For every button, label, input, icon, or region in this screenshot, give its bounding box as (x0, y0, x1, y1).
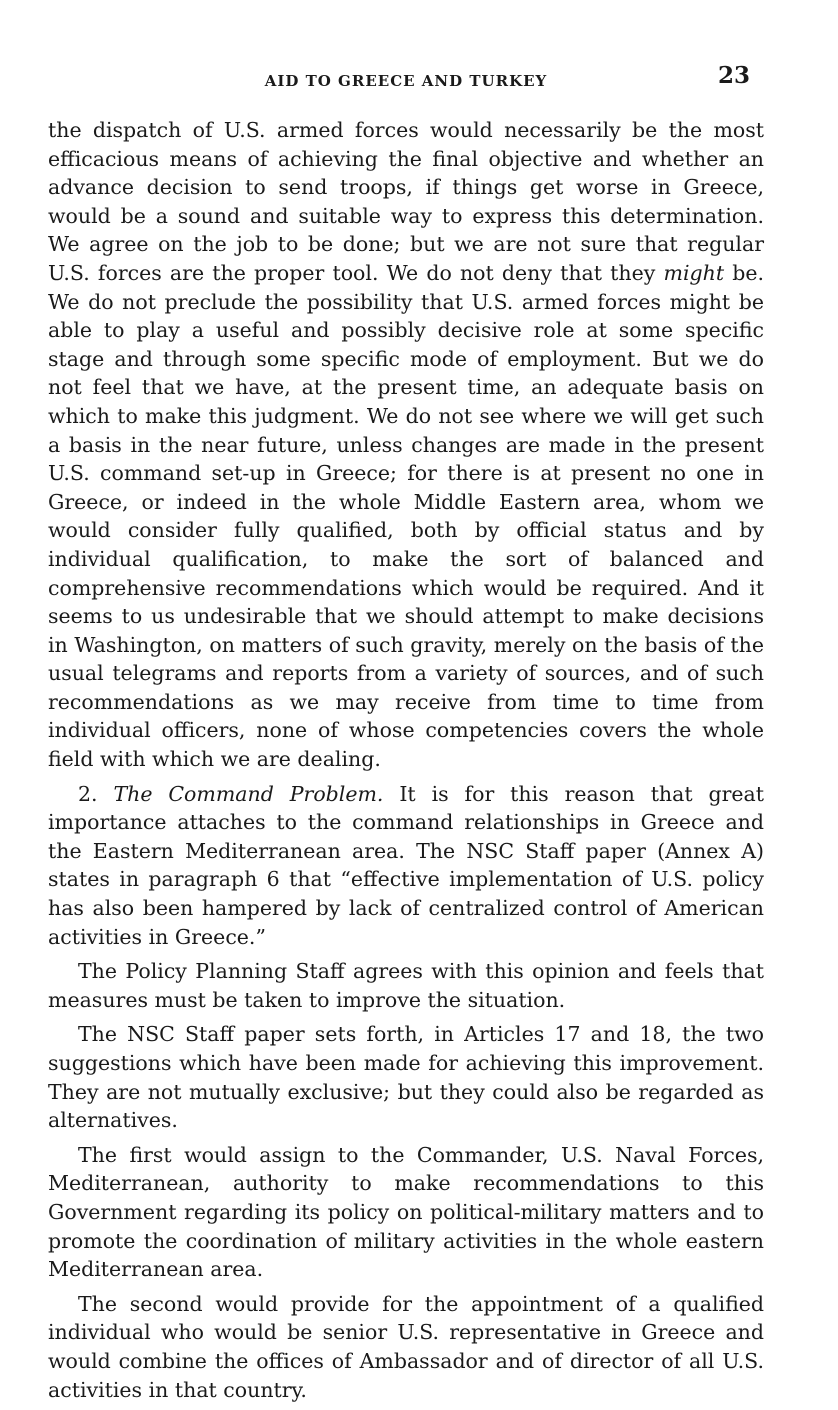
page-number: 23 (717, 62, 750, 89)
running-head (48, 58, 764, 98)
section-heading-command-problem: The Command Problem. (113, 781, 384, 806)
paragraph-1-emphasis: might (663, 260, 725, 285)
paragraph-5: The first would assign to the Commander, U.S. Naval Forces, Mediterranean, authority to make recommendations to this Government regarding its policy on political-military matters and to promote the coordination of military activities in the whole eastern Mediterranean area. (48, 1142, 764, 1282)
running-title: AID TO GREECE AND TURKEY (264, 72, 548, 90)
paragraph-2 (48, 780, 764, 952)
paragraph-1-text-b: be. We do not preclude the possibility that U.S. armed forces might be able to play a useful and possibly decisive role at some specific stage and through some specific mode of employment. But we do not feel that we have, at the present time, an adequate basis on which to make this judgment. We do not see where we will get such a basis in the near future, unless changes are made in the present U.S. command set-up in Greece; for there is at present no one in Greece, or indeed in the whole Middle Eastern area, whom we would consider fully qualified, both by official status and by individual qualification, to make the sort of balanced and comprehensive recommendations which would be required. And it seems to us undesirable that we should attempt to make decisions in Washington, on matters of such gravity, merely on the basis of the usual telegrams and reports from a variety of sources, and of such recommendations as we may receive from time to time from individual officers, none of whose competencies covers the whole field with which we are dealing. (48, 260, 764, 772)
paragraph-6: The second would provide for the appointment of a qualified individual who would be senior U.S. representative in Greece and would combine the offices of Ambassador and of director of all U.S. activities in that country. (48, 1291, 764, 1402)
document-page (48, 58, 764, 1410)
paragraph-1-text-a: the dispatch of U.S. armed forces would necessarily be the most efficacious means of achieving the final objective and whether an advance decision to send troops, if things get worse in Greece, would be a sound and suitable way to express this determination. We agree on the job to be done; but we are not sure that regular U.S. forces are the proper tool. We do not deny that they (48, 118, 764, 285)
paragraph-1 (48, 116, 764, 774)
paragraph-2-text: It is for this reason that great importance attaches to the command relationships in Greece and the Eastern Mediterranean area. The NSC Staff paper (Annex A) states in paragraph 6 that “effective implementation of U.S. policy has also been hampered by lack of centralized control of American activities in Greece.” (48, 781, 765, 949)
paragraph-3: The Policy Planning Staff agrees with this opinion and feels that measures must be taken to improve the situation. (48, 959, 764, 1012)
paragraph-4: The NSC Staff paper sets forth, in Articles 17 and 18, the two suggestions which have been made for achieving this improvement. They are not mutually exclusive; but they could also be regarded as alternatives. (48, 1022, 764, 1133)
paragraph-2-number: 2. (78, 781, 114, 806)
body-text (48, 116, 764, 1404)
